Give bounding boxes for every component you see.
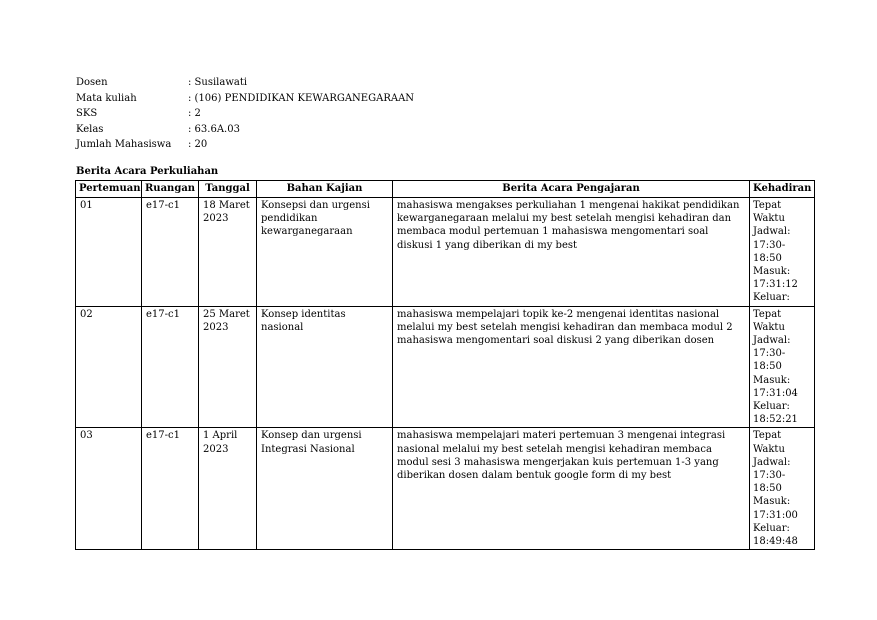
table-row bbox=[76, 428, 815, 550]
info-row-jumlah-mahasiswa bbox=[76, 137, 414, 153]
cell-pertemuan: 03 bbox=[76, 428, 142, 550]
lecture-report-table bbox=[75, 180, 815, 550]
section-title: Berita Acara Perkuliahan bbox=[76, 166, 219, 177]
cell-tanggal: 25 Maret 2023 bbox=[199, 306, 257, 428]
cell-berita-acara: mahasiswa mempelajari topik ke-2 mengenai identitas nasional melalui my best setelah mengisi kehadiran dan membaca modul 2 mahasiswa mengomentari soal diskusi 2 yang diberikan dosen bbox=[393, 306, 750, 428]
column-header-pertemuan: Pertemuan bbox=[76, 181, 142, 198]
column-header-berita-acara: Berita Acara Pengajaran bbox=[393, 181, 750, 198]
info-label: Kelas bbox=[76, 123, 104, 135]
cell-bahan-kajian: Konsep dan urgensi Integrasi Nasional bbox=[257, 428, 393, 550]
info-row-dosen bbox=[76, 75, 414, 91]
cell-bahan-kajian: Konsep identitas nasional bbox=[257, 306, 393, 428]
info-value: : Susilawati bbox=[188, 77, 248, 88]
info-label: Jumlah Mahasiswa bbox=[76, 139, 172, 150]
info-value: : (106) PENDIDIKAN KEWARGANEGARAAN bbox=[188, 92, 415, 104]
info-label: Mata kuliah bbox=[76, 92, 137, 104]
table-header-row bbox=[76, 181, 815, 198]
info-row-kelas bbox=[76, 122, 414, 138]
info-row-mata-kuliah bbox=[76, 91, 414, 107]
column-header-tanggal: Tanggal bbox=[199, 181, 257, 198]
cell-pertemuan: 01 bbox=[76, 198, 142, 307]
cell-tanggal: 18 Maret 2023 bbox=[199, 198, 257, 307]
table-row bbox=[76, 306, 815, 428]
cell-ruangan: e17-c1 bbox=[142, 306, 199, 428]
cell-kehadiran: Tepat Waktu Jadwal: 17:30-18:50 Masuk: 17:31:04 Keluar: 18:52:21 bbox=[750, 306, 815, 428]
cell-berita-acara: mahasiswa mempelajari materi pertemuan 3 mengenai integrasi nasional melalui my best setelah mengisi kehadiran membaca modul sesi 3 mahasiswa mengerjakan kuis pertemuan 1-3 yang diberikan dosen dalam bentuk google form di my best bbox=[393, 428, 750, 550]
info-value: : 63.6A.03 bbox=[188, 123, 240, 135]
cell-pertemuan: 02 bbox=[76, 306, 142, 428]
table-row bbox=[76, 198, 815, 307]
cell-tanggal: 1 April 2023 bbox=[199, 428, 257, 550]
info-row-sks bbox=[76, 106, 414, 122]
column-header-kehadiran: Kehadiran bbox=[750, 181, 815, 198]
cell-bahan-kajian: Konsepsi dan urgensi pendidikan kewarganegaraan bbox=[257, 198, 393, 307]
info-value: : 2 bbox=[188, 108, 201, 119]
column-header-bahan-kajian: Bahan Kajian bbox=[257, 181, 393, 198]
info-label: SKS bbox=[76, 108, 98, 119]
course-info bbox=[76, 75, 414, 153]
cell-kehadiran: Tepat Waktu Jadwal: 17:30-18:50 Masuk: 17:31:12 Keluar: bbox=[750, 198, 815, 307]
cell-berita-acara: mahasiswa mengakses perkuliahan 1 mengenai hakikat pendidikan kewarganegaraan melalui my best setelah mengisi kehadiran dan membaca modul pertemuan 1 mahasiswa mengomentari soal diskusi 1 yang diberikan di my best bbox=[393, 198, 750, 307]
cell-ruangan: e17-c1 bbox=[142, 428, 199, 550]
info-label: Dosen bbox=[76, 77, 108, 88]
cell-kehadiran: Tepat Waktu Jadwal: 17:30-18:50 Masuk: 17:31:00 Keluar: 18:49:48 bbox=[750, 428, 815, 550]
column-header-ruangan: Ruangan bbox=[142, 181, 199, 198]
info-value: : 20 bbox=[188, 139, 208, 150]
cell-ruangan: e17-c1 bbox=[142, 198, 199, 307]
